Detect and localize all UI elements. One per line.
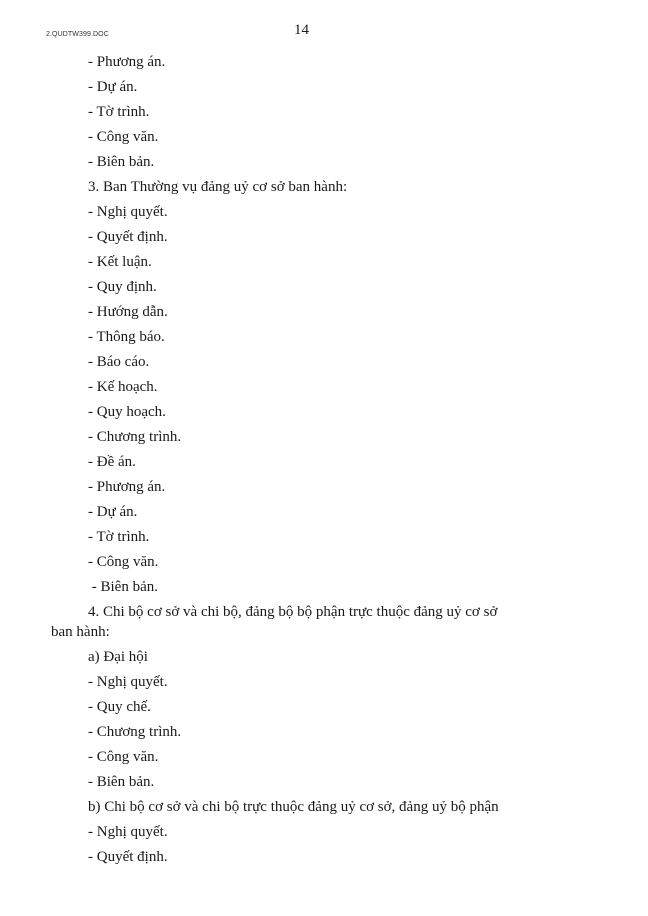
- list-item: - Biên bản.: [88, 774, 155, 790]
- list-item: - Quy hoạch.: [88, 404, 166, 420]
- section-heading-4-continued: ban hành:: [51, 624, 110, 640]
- subsection-heading-a: a) Đại hội: [88, 649, 148, 665]
- list-item: - Biên bản.: [88, 579, 158, 595]
- list-item: - Chương trình.: [88, 429, 182, 445]
- section-heading-4: 4. Chi bộ cơ sở và chi bộ, đảng bộ bộ phận trực thuộc đảng uỷ cơ sở: [88, 604, 498, 620]
- list-item: - Biên bản.: [88, 154, 155, 170]
- page-number: 14: [294, 22, 309, 38]
- list-item: - Nghị quyết.: [88, 204, 168, 220]
- list-item: - Nghị quyết.: [88, 674, 168, 690]
- list-item: - Quyết định.: [88, 849, 168, 865]
- list-item: - Quyết định.: [88, 229, 168, 245]
- list-item: - Nghị quyết.: [88, 824, 168, 840]
- list-item: - Quy chế.: [88, 699, 151, 715]
- section-heading-3: 3. Ban Thường vụ đảng uỷ cơ sở ban hành:: [88, 179, 348, 195]
- list-item: - Kết luận.: [88, 254, 152, 270]
- list-item: - Công văn.: [88, 129, 159, 145]
- list-item: - Chương trình.: [88, 724, 182, 740]
- list-item: - Dự án.: [88, 79, 138, 95]
- subsection-heading-b: b) Chi bộ cơ sở và chi bộ trực thuộc đảng uỷ cơ sở, đảng uỷ bộ phận: [88, 799, 499, 815]
- list-item: - Hướng dẫn.: [88, 304, 168, 320]
- list-item: - Đề án.: [88, 454, 136, 470]
- list-item: - Dự án.: [88, 504, 138, 520]
- file-label: 2.QUDTW399.DOC: [46, 31, 109, 38]
- list-item: - Báo cáo.: [88, 354, 150, 370]
- list-item: - Phương án.: [88, 54, 166, 70]
- list-item: - Thông báo.: [88, 329, 165, 345]
- list-item: - Công văn.: [88, 749, 159, 765]
- list-item: - Tờ trình.: [88, 104, 150, 120]
- list-item: - Quy định.: [88, 279, 157, 295]
- list-item: - Tờ trình.: [88, 529, 150, 545]
- list-item: - Công văn.: [88, 554, 159, 570]
- list-item: - Phương án.: [88, 479, 166, 495]
- list-item: - Kế hoạch.: [88, 379, 158, 395]
